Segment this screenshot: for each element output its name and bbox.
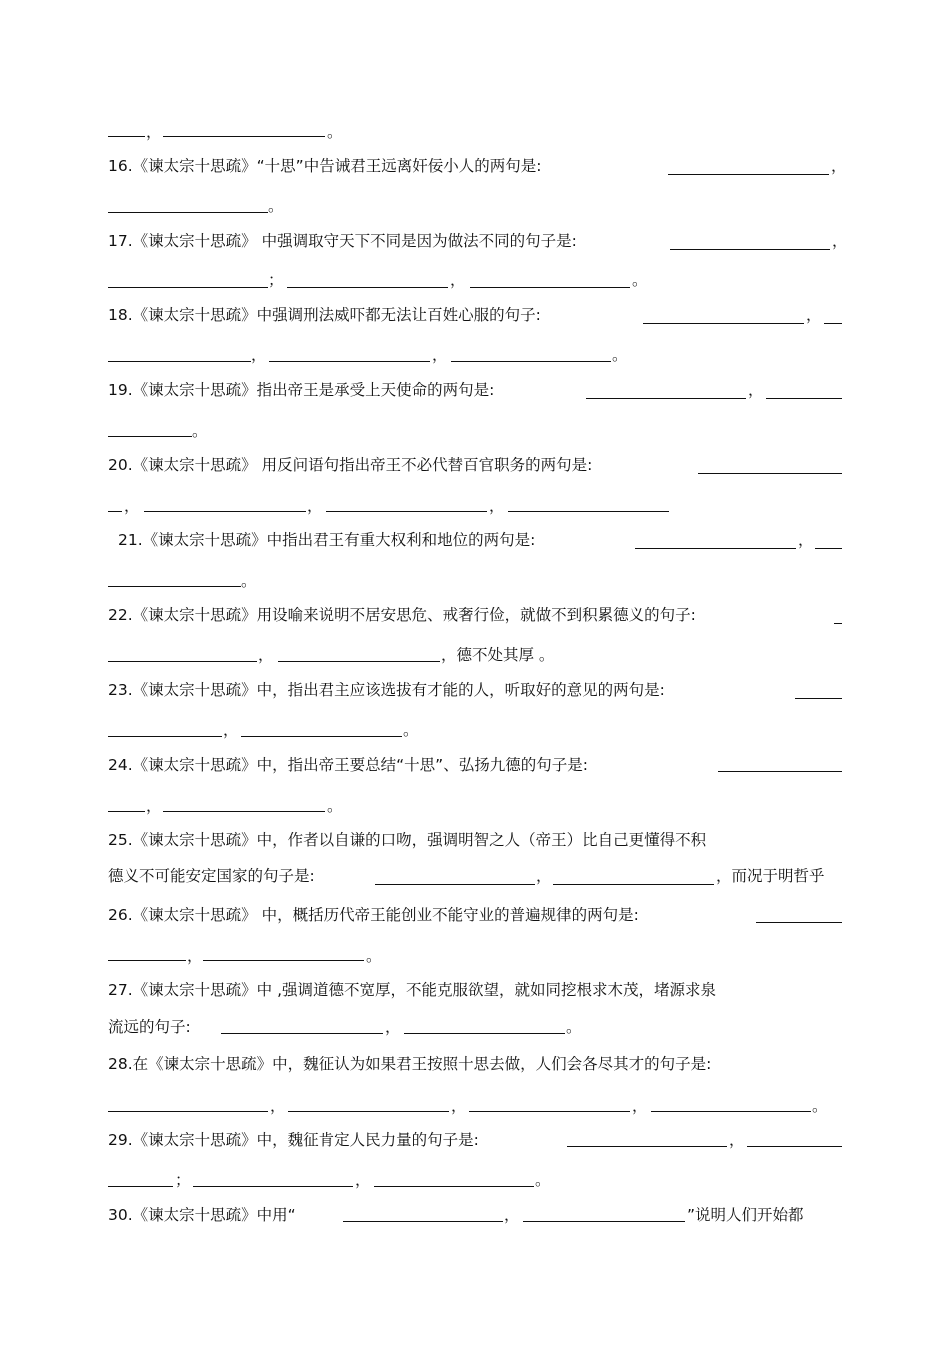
answer-blank[interactable] bbox=[643, 323, 804, 324]
answer-blank[interactable] bbox=[108, 811, 145, 812]
answer-blank[interactable] bbox=[553, 884, 714, 885]
answer-blank[interactable] bbox=[815, 548, 842, 549]
text-line: 27.《谏太宗十思疏》中 ,强调道德不宽厚，不能克服欲望，就如同挖根求木茂，堵源求泉 bbox=[108, 981, 717, 999]
answer-blank[interactable] bbox=[747, 1146, 842, 1147]
answer-blank[interactable] bbox=[824, 323, 842, 324]
text-line: ， bbox=[536, 867, 552, 885]
answer-blank[interactable] bbox=[469, 1111, 630, 1112]
text-line: ， bbox=[270, 1097, 286, 1115]
text-line: ， bbox=[146, 123, 162, 141]
text-line: 。 bbox=[812, 1097, 828, 1115]
text-line: ； bbox=[175, 1171, 191, 1189]
text-line: 。 bbox=[327, 123, 343, 141]
text-line: 德义不可能安定国家的句子是: bbox=[108, 867, 315, 885]
text-line: ， bbox=[729, 1131, 745, 1149]
answer-blank[interactable] bbox=[670, 249, 830, 250]
text-line: ， bbox=[798, 531, 814, 549]
text-line: ， bbox=[258, 646, 274, 664]
text-line: 29.《谏太宗十思疏》中，魏征肯定人民力量的句子是: bbox=[108, 1131, 479, 1149]
text-line: 25.《谏太宗十思疏》中，作者以自谦的口吻，强调明智之人（帝王）比自己更懂得不积 bbox=[108, 831, 707, 849]
text-line: ， bbox=[504, 1206, 520, 1224]
text-line: 。 bbox=[268, 197, 284, 215]
answer-blank[interactable] bbox=[523, 1221, 685, 1222]
answer-blank[interactable] bbox=[374, 1186, 534, 1187]
text-line: ， bbox=[432, 346, 448, 364]
text-line: 16.《谏太宗十思疏》“十思”中告诫君王远离奸佞小人的两句是: bbox=[108, 157, 542, 175]
answer-blank[interactable] bbox=[586, 398, 746, 399]
answer-blank[interactable] bbox=[343, 1221, 503, 1222]
text-line: 。 bbox=[566, 1018, 582, 1036]
text-line: 30.《谏太宗十思疏》中用“ bbox=[108, 1206, 296, 1224]
text-line: 17.《谏太宗十思疏》 中强调取守天下不同是因为做法不同的句子是: bbox=[108, 232, 577, 250]
answer-blank[interactable] bbox=[163, 811, 325, 812]
answer-blank[interactable] bbox=[470, 287, 630, 288]
answer-blank[interactable] bbox=[108, 511, 122, 512]
text-line: 。 bbox=[192, 422, 208, 440]
text-line: ； bbox=[268, 271, 284, 289]
answer-blank[interactable] bbox=[108, 960, 186, 961]
text-line: ， bbox=[385, 1018, 401, 1036]
answer-blank[interactable] bbox=[651, 1111, 811, 1112]
text-line: ， bbox=[355, 1171, 371, 1189]
text-line: 。 bbox=[241, 572, 257, 590]
answer-blank[interactable] bbox=[756, 922, 842, 923]
text-line: ， bbox=[748, 381, 764, 399]
text-line: ，德不处其厚 。 bbox=[441, 646, 555, 664]
text-line: ， bbox=[146, 797, 162, 815]
answer-blank[interactable] bbox=[404, 1033, 565, 1034]
text-line: 。 bbox=[612, 346, 628, 364]
text-line: 19.《谏太宗十思疏》指出帝王是承受上天使命的两句是: bbox=[108, 381, 495, 399]
text-line: 24.《谏太宗十思疏》中，指出帝王要总结“十思”、弘扬九德的句子是: bbox=[108, 756, 588, 774]
answer-blank[interactable] bbox=[108, 436, 192, 437]
answer-blank[interactable] bbox=[834, 623, 842, 624]
answer-blank[interactable] bbox=[221, 1033, 383, 1034]
text-line: ， bbox=[451, 1097, 467, 1115]
text-line: 28.在《谏太宗十思疏》中，魏征认为如果君王按照十思去做，人们会各尽其才的句子是: bbox=[108, 1055, 712, 1073]
text-line: ”说明人们开始都 bbox=[687, 1206, 804, 1224]
text-line: ， bbox=[632, 1097, 648, 1115]
text-line: ， bbox=[831, 157, 847, 175]
text-line: ， bbox=[806, 306, 822, 324]
answer-blank[interactable] bbox=[668, 174, 829, 175]
text-line: 20.《谏太宗十思疏》 用反问语句指出帝王不必代替百官职务的两句是: bbox=[108, 456, 593, 474]
text-line: ，而况于明哲乎 bbox=[716, 867, 825, 885]
text-line: 18.《谏太宗十思疏》中强调刑法威吓都无法让百姓心服的句子: bbox=[108, 306, 541, 324]
answer-blank[interactable] bbox=[508, 511, 669, 512]
text-line: 。 bbox=[366, 947, 382, 965]
text-line: 21.《谏太宗十思疏》中指出君王有重大权利和地位的两句是: bbox=[118, 531, 536, 549]
answer-blank[interactable] bbox=[108, 661, 257, 662]
answer-blank[interactable] bbox=[567, 1146, 727, 1147]
text-line: 流远的句子: bbox=[108, 1018, 191, 1036]
text-line: ， bbox=[124, 497, 140, 515]
answer-blank[interactable] bbox=[108, 212, 268, 213]
answer-blank[interactable] bbox=[766, 398, 842, 399]
answer-blank[interactable] bbox=[108, 361, 251, 362]
text-line: 23.《谏太宗十思疏》中，指出君主应该选拔有才能的人，听取好的意见的两句是: bbox=[108, 681, 665, 699]
answer-blank[interactable] bbox=[203, 960, 364, 961]
answer-blank[interactable] bbox=[795, 698, 842, 699]
text-line: 26.《谏太宗十思疏》 中，概括历代帝王能创业不能守业的普遍规律的两句是: bbox=[108, 906, 639, 924]
text-line: 。 bbox=[327, 797, 343, 815]
text-line: ， bbox=[450, 271, 466, 289]
text-line: ， bbox=[307, 497, 323, 515]
answer-blank[interactable] bbox=[326, 511, 487, 512]
text-line: 。 bbox=[403, 721, 419, 739]
answer-blank[interactable] bbox=[269, 361, 430, 362]
text-line: ， bbox=[187, 947, 203, 965]
answer-blank[interactable] bbox=[375, 884, 535, 885]
text-line: ， bbox=[489, 497, 505, 515]
answer-blank[interactable] bbox=[108, 1186, 173, 1187]
answer-blank[interactable] bbox=[451, 361, 611, 362]
answer-blank[interactable] bbox=[144, 511, 306, 512]
text-line: 22.《谏太宗十思疏》用设喻来说明不居安思危、戒奢行俭，就做不到积累德义的句子: bbox=[108, 606, 696, 624]
answer-blank[interactable] bbox=[241, 736, 402, 737]
text-line: ， bbox=[832, 232, 848, 250]
text-line: 。 bbox=[535, 1171, 551, 1189]
answer-blank[interactable] bbox=[108, 136, 145, 137]
answer-blank[interactable] bbox=[108, 1111, 268, 1112]
text-line: ， bbox=[251, 346, 267, 364]
answer-blank[interactable] bbox=[698, 473, 842, 474]
answer-blank[interactable] bbox=[193, 1186, 353, 1187]
answer-blank[interactable] bbox=[278, 661, 440, 662]
text-line: ， bbox=[223, 721, 239, 739]
answer-blank[interactable] bbox=[163, 136, 325, 137]
answer-blank[interactable] bbox=[108, 586, 241, 587]
answer-blank[interactable] bbox=[288, 1111, 449, 1112]
answer-blank[interactable] bbox=[718, 771, 842, 772]
answer-blank[interactable] bbox=[108, 736, 222, 737]
answer-blank[interactable] bbox=[287, 287, 448, 288]
answer-blank[interactable] bbox=[108, 287, 268, 288]
text-line: 。 bbox=[632, 271, 648, 289]
answer-blank[interactable] bbox=[635, 548, 796, 549]
